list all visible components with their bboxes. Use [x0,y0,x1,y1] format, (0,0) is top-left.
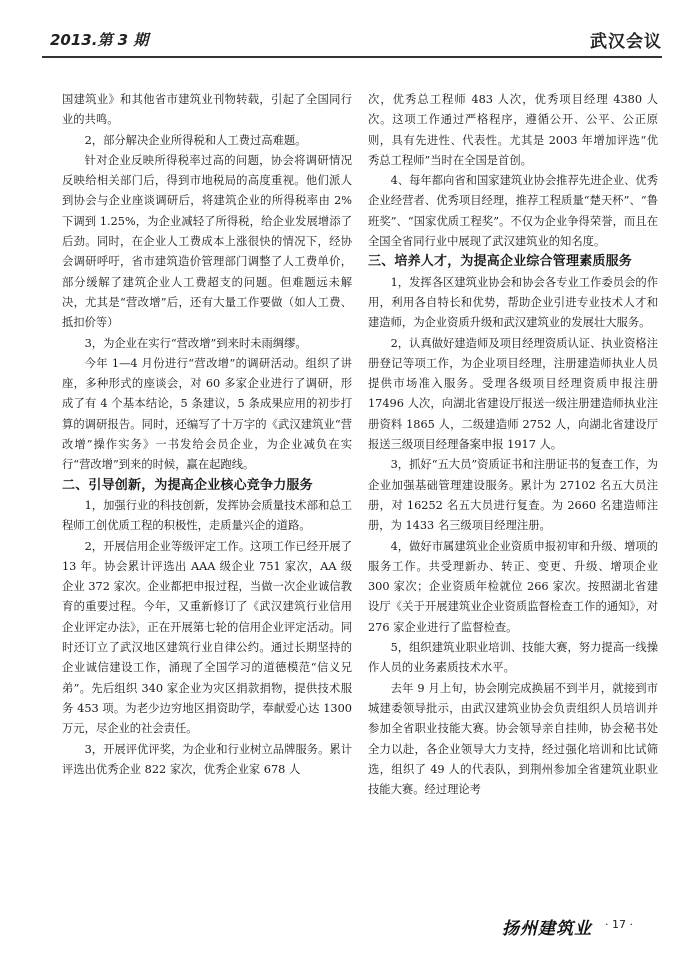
paragraph: 2，认真做好建造师及项目经理资质认证、执业资格注册登记等项工作，为企业项目经理，注册建造师执业人员提供市场准入服务。受理各级项目经理资质申报注册 17496 人次，向湖北省建设厅报送一级注册建造师执业注册资料 1865 人，二级建造师 2752 人，向湖北省建设厅报送三级项目经理备案申报 1917 人。 [368,336,658,452]
paragraph: 1，发挥各区建筑业协会和协会各专业工作委员会的作用，利用各自特长和优势，帮助企业引进专业技术人才和建造师，为企业资质升级和武汉建筑业的发展壮大服务。 [368,275,658,330]
paragraph: 4、每年都向省和国家建筑业协会推荐先进企业、优秀企业经营者、优秀项目经理，推荐工程质量“楚天杯”、“鲁班奖”、“国家优质工程奖”。不仅为企业争得荣誉，而且在全国全省同行业中展现了武汉建筑业的知名度。 [368,174,658,249]
paragraph: 3，抓好“五大员”资质证书和注册证书的复查工作，为企业加强基础管理建设服务。累计为 27102 名五大员注册，对 16252 名五大员进行复查。为 2660 名建造师注册，为 1433 名三级项目经理注册。 [368,458,658,533]
issue-number: 2013.第 3 期 [50,31,149,49]
publication-logo: 扬州建筑业 [502,919,592,939]
paragraph: 今年 1—4 月份进行“营改增”的调研活动。组织了讲座，多种形式的座谈会，对 60 多家企业进行了调研，形成了有 4 个基本结论，5 条建议，5 条成果应用的初步打算的调研报告。同时，还编写了十万字的《武汉建筑业“营改增”操作实务》一书发给会员企业，为企业减负在实行“营改增”到来的时候，赢在起跑线。 [62,356,352,472]
page-number: · 17 · [605,918,633,931]
paragraph: 国建筑业》和其他省市建筑业刊物转载，引起了全国同行业的共鸣。 [62,93,352,127]
paragraph: 4，做好市属建筑业企业资质申报初审和升级、增项的服务工作。共受理新办、转正、变更、升级、增项企业 300 家次；企业资质年检就位 266 家次。按照湖北省建设厅《关于开展建筑业企业资质监督检查工作的通知》，对 276 家企业进行了监督检查。 [368,539,658,634]
page-header [42,20,662,60]
paragraph: 2，部分解决企业所得税和人工费过高难题。 [84,133,307,147]
header-divider [42,56,662,58]
paragraph: 1，加强行业的科技创新，发挥协会质量技术部和总工程师工创优质工程的积极性，走质量兴企的道路。 [62,498,352,533]
section-title: 武汉会议 [590,32,662,52]
paragraph: 5，组织建筑业职业培训、技能大赛，努力提高一线操作人员的业务素质技术水平。 [368,641,658,675]
paragraph: 3，为企业在实行“营改增”到来时未雨绸缪。 [84,336,307,350]
paragraph: 针对企业反映所得税率过高的问题，协会将调研情况反映给相关部门后，得到市地税局的高度重视。他们派人到协会与企业座谈调研后，将建筑企业的所得税率由 2% 下调到 1.25%，为企业减轻了所得税，给企业发展增添了后劲。同时，在企业人工费成本上涨很快的情况下，经协会调研呼吁，省市建筑造价管理部门调整了人工费单价，部分缓解了建筑企业人工费超支的问题。但难题远未解决，尤其是“营改增”后，还有大量工作要做（如人工费、抵扣价等） [62,153,352,330]
paragraph: 次，优秀总工程师 483 人次，优秀项目经理 4380 人次。这项工作通过严格程序，遵循公开、公平、公正原则，具有先进性、代表性。尤其是 2003 年增加评选“优秀总工程师”当时在全国是首创。 [368,93,658,167]
left-column [62,90,352,780]
section-heading: 三、培养人才，为提高企业综合管理素质服务 [368,254,633,270]
paragraph: 2，开展信用企业等级评定工作。这项工作已经开展了 13 年。协会累计评选出 AAA 级企业 751 家次，AA 级企业 372 家次。企业都把申报过程，当做一次企业诚信教育的重要过程。今年，又重新修订了《武汉建筑行业信用企业评定办法》，正在开展第七轮的信用企业评定活动。同时还订立了武汉地区建筑行业自律公约。通过长期坚持的企业诚信建设工作，涌现了全国学习的道德模范“信义兄弟”。先后组织 340 家企业为灾区捐款捐物，提供技术服务 453 项。为老少边穷地区捐资助学，奉献爱心达 1300 万元，尽企业的社会责任。 [62,539,352,736]
paragraph: 3，开展评优评奖，为企业和行业树立品牌服务。累计评选出优秀企业 822 家次，优秀企业家 678 人 [62,742,352,776]
right-column [368,90,658,800]
paragraph: 去年 9 月上旬，协会刚完成换届不到半月，就接到市城建委领导批示，由武汉建筑业协会负责组织人员培训并参加全省职业技能大赛。协会领导亲自挂帅，协会秘书处全力以赴，各企业领导大力支持，经过强化培训和比试筛选，组织了 49 人的代表队，到荆州参加全省建筑业职业技能大赛。经过理论考 [368,681,658,797]
section-heading: 二、引导创新，为提高企业核心竞争力服务 [62,477,313,493]
